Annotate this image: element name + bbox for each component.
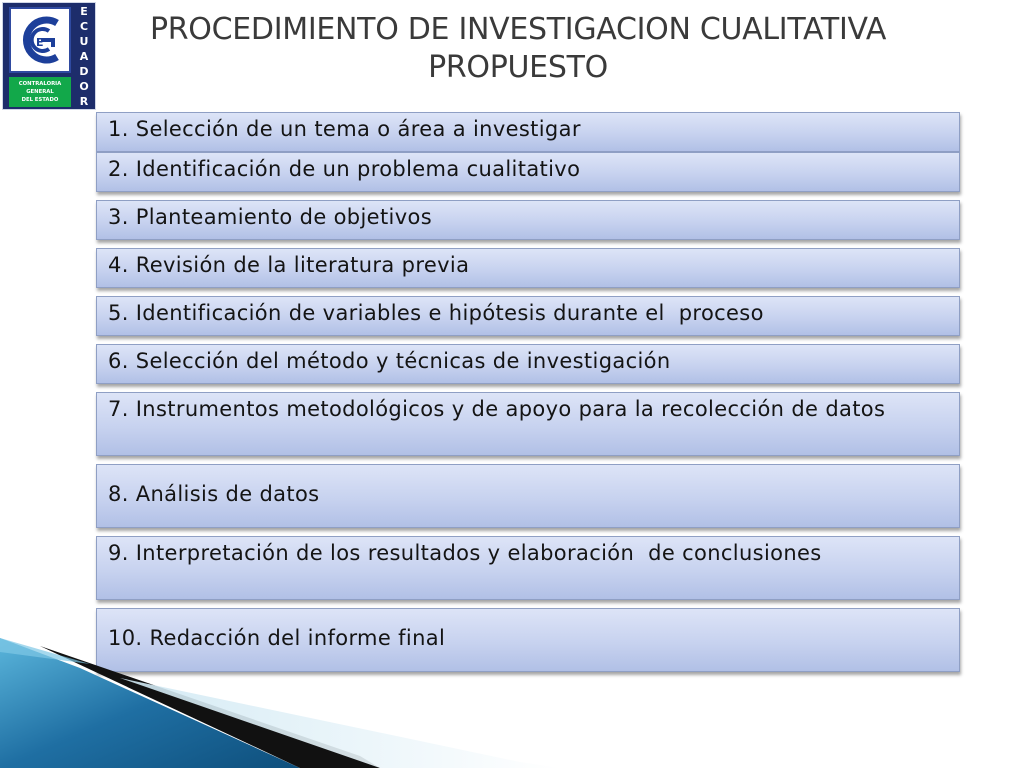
- step-box-8: 8. Análisis de datos: [96, 464, 960, 528]
- step-box-6: 6. Selección del método y técnicas de investigación: [96, 344, 960, 384]
- logo-caption-line: CONTRALORIA: [18, 81, 62, 87]
- step-box-2: 2. Identificación de un problema cualitativo: [96, 152, 960, 192]
- slide-title-line-2: PROPUESTO: [428, 50, 608, 85]
- logo-letter: U: [79, 35, 89, 48]
- logo-letter: C: [79, 20, 89, 33]
- decorative-swoosh: [0, 638, 1024, 768]
- logo-letter: R: [79, 95, 89, 108]
- step-box-5: 5. Identificación de variables e hipótesis durante el proceso: [96, 296, 960, 336]
- logo-country-vertical-text: [75, 5, 93, 109]
- step-box-7: 7. Instrumentos metodológicos y de apoyo para la recolección de datos: [96, 392, 960, 456]
- step-box-10: 10. Redacción del informe final: [96, 608, 960, 672]
- step-box-4: 4. Revisión de la literatura previa: [96, 248, 960, 288]
- step-box-1: 1. Selección de un tema o área a investigar: [96, 112, 960, 152]
- logo-caption-line: GENERAL: [26, 89, 54, 95]
- svg-text:E: E: [36, 36, 44, 49]
- cge-emblem-icon: [9, 7, 71, 73]
- logo-letter: D: [79, 65, 89, 78]
- step-box-3: 3. Planteamiento de objetivos: [96, 200, 960, 240]
- logo-letter: O: [79, 80, 89, 93]
- logo-caption: [9, 77, 71, 107]
- contraloria-logo: [2, 2, 96, 110]
- logo-letter: A: [79, 50, 89, 63]
- slide-title: [98, 11, 938, 87]
- logo-letter: E: [80, 5, 88, 18]
- step-box-9: 9. Interpretación de los resultados y elaboración de conclusiones: [96, 536, 960, 600]
- logo-caption-line: DEL ESTADO: [21, 97, 59, 103]
- slide-title-line-1: PROCEDIMIENTO DE INVESTIGACION CUALITATIVA: [149, 12, 887, 47]
